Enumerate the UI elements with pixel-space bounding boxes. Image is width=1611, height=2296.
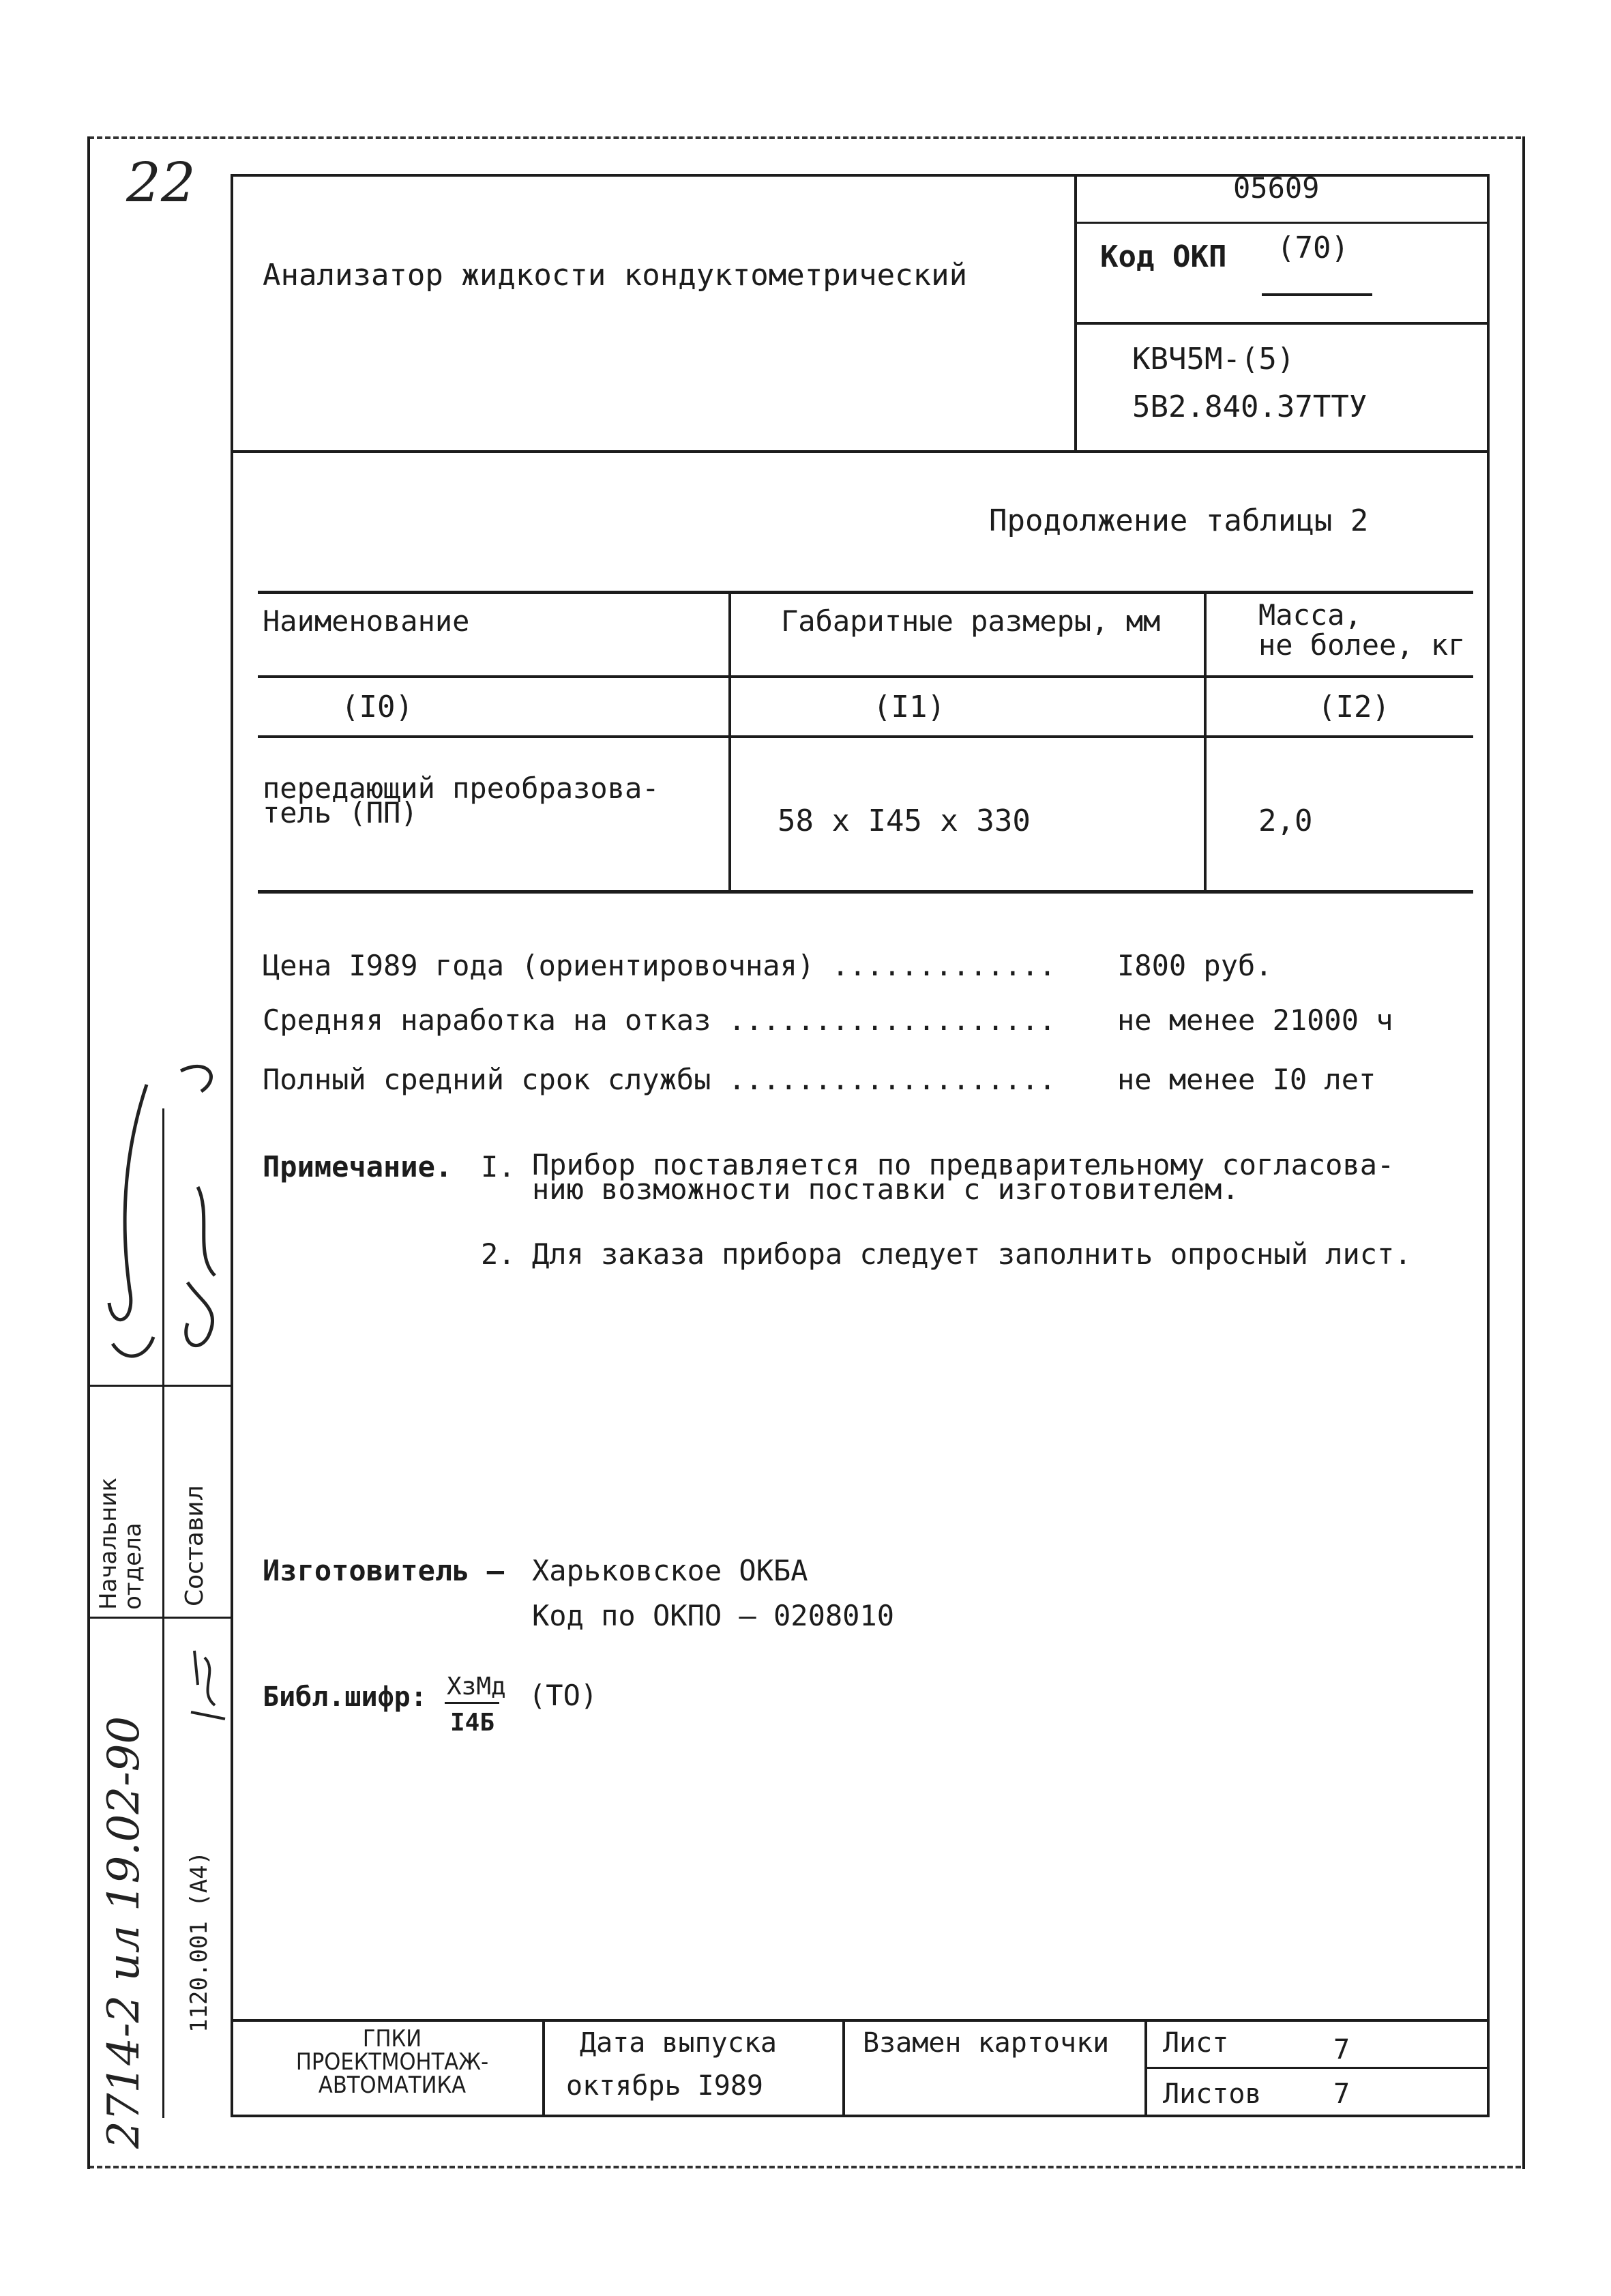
signature-form (184, 1644, 232, 1726)
header-model-divider (1074, 322, 1490, 325)
spec-mtbf-value: не менее 21000 ч (1117, 1003, 1393, 1037)
table-colnum-2: (I1) (873, 690, 945, 724)
signature-dept-head (99, 1064, 164, 1378)
stamp-signature-bottom (89, 1385, 232, 1387)
note-1-text: Прибор поставляется по предварительному согласова- нию возможности поставки с изготовителем. (532, 1148, 1395, 1206)
spec-price-label: Цена I989 года (ориентировочная) ............. (263, 949, 1056, 982)
table-col-divider-1 (728, 591, 731, 891)
footer-top-border (231, 2019, 1490, 2022)
library-code-numerator: ХзМд (447, 1673, 506, 1701)
table-header-bottom (258, 675, 1473, 678)
stamp-form-code: 1120.001 (А4) (186, 1851, 213, 2033)
stamp-handwritten-date: 2714-2 ил 19.02-90 (99, 1716, 149, 2149)
footer-sheets-label: Листов (1163, 2078, 1262, 2110)
signature-compiled (167, 1050, 232, 1378)
note-2-number: 2. (481, 1237, 516, 1271)
note-label: Примечание. (263, 1150, 453, 1183)
frame-bottom (231, 2115, 1490, 2117)
stamp-compiled: Составил (181, 1485, 209, 1606)
spec-mtbf-label: Средняя наработка на отказ ................... (263, 1003, 1056, 1037)
table-row-dimensions: 58 x I45 x 330 (778, 804, 1031, 838)
table-top-border (258, 591, 1473, 594)
spec-code: 5В2.840.37ТТУ (1132, 389, 1368, 424)
stamp-labels-bottom (89, 1617, 232, 1619)
footer-sheet-divider (1144, 2067, 1488, 2069)
footer-sheets-value: 7 (1333, 2078, 1350, 2110)
table-colnum-3: (I2) (1318, 690, 1390, 724)
right-scan-edge (1522, 136, 1525, 2169)
footer-replace-label: Взамен карточки (863, 2027, 1110, 2059)
spec-lifetime-value: не менее I0 лет (1117, 1063, 1376, 1096)
library-code-denominator: I4Б (450, 1709, 495, 1737)
table-header-name: Наименование (263, 604, 470, 638)
frame-right (1487, 174, 1490, 2117)
footer-sheet-label: Лист (1163, 2027, 1229, 2059)
top-scan-edge (89, 136, 1521, 139)
library-code-fraction-bar (445, 1702, 499, 1704)
header-divider-vertical (1074, 174, 1077, 452)
table-header-dimensions: Габаритные размеры, мм (781, 604, 1161, 638)
footer-col-divider-2 (842, 2019, 845, 2116)
library-code-label: Библ.шифр: (263, 1681, 427, 1713)
table-colnum-1: (I0) (341, 690, 413, 724)
table-header-mass: Масса, не более, кг (1258, 598, 1466, 662)
table-numbers-bottom (258, 735, 1473, 738)
header-okp-divider (1074, 222, 1490, 224)
manufacturer-okpo: Код по ОКПО – 0208010 (532, 1599, 895, 1632)
manufacturer-name: Харьковское ОКБА (532, 1554, 808, 1587)
spec-lifetime-label: Полный средний срок службы ................... (263, 1063, 1056, 1096)
spec-price-value: I800 руб. (1117, 949, 1273, 982)
code-number: 05609 (1233, 171, 1320, 205)
note-2-text: Для заказа прибора следует заполнить опросный лист. (532, 1237, 1412, 1271)
okp-value: (70) (1277, 231, 1349, 265)
table-row-mass: 2,0 (1258, 804, 1313, 838)
manufacturer-label: Изготовитель – (263, 1554, 505, 1587)
library-code-suffix: (ТО) (529, 1679, 598, 1712)
okp-label: Код ОКП (1100, 239, 1227, 274)
note-1-number: I. (481, 1150, 516, 1183)
page-number-handwritten: 22 (126, 151, 196, 214)
table-col-divider-2 (1204, 591, 1207, 891)
model-code: КВЧ5М-(5) (1132, 342, 1295, 377)
header-divider-horizontal (231, 450, 1490, 453)
left-scan-edge (87, 136, 90, 2169)
stamp-dept-head: Начальник отдела (95, 1477, 147, 1610)
footer-issue-label: Дата выпуска (580, 2027, 777, 2059)
bottom-scan-edge (89, 2166, 1521, 2168)
footer-sheet-value: 7 (1333, 2034, 1350, 2065)
footer-organization: ГПКИ ПРОЕКТМОНТАЖ- АВТОМАТИКА (295, 2025, 489, 2099)
document-title: Анализатор жидкости кондуктометрический (263, 258, 968, 293)
okp-value-underline (1262, 293, 1372, 296)
footer-col-divider-1 (542, 2019, 545, 2116)
table-caption: Продолжение таблицы 2 (989, 503, 1369, 538)
table-bottom-border (258, 890, 1473, 894)
table-row-name: передающий преобразова- тель (ПП) (263, 771, 660, 829)
footer-issue-value: октябрь I989 (566, 2070, 763, 2102)
